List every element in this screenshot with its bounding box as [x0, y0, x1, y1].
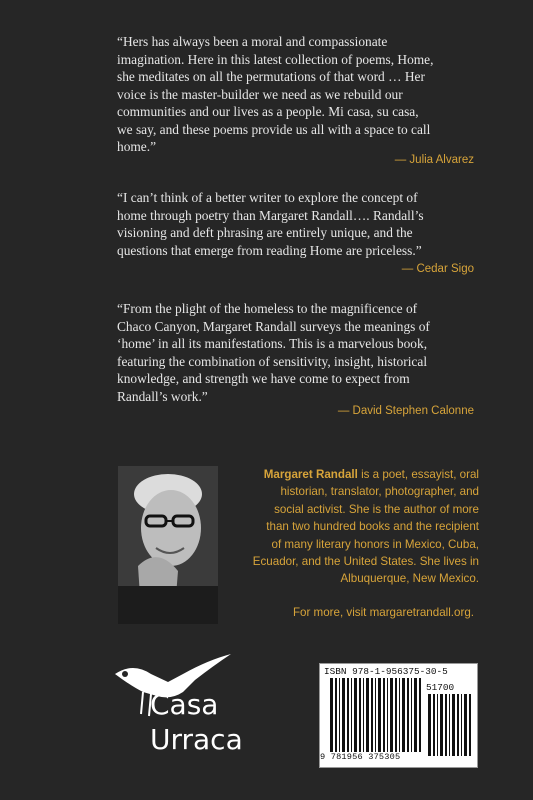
price-code: 51700	[426, 682, 455, 693]
quote-line: featuring the combination of sensitivity, insight, historical	[117, 353, 428, 369]
barcode-number: 9 781956 375305	[320, 752, 401, 762]
bio-line: Albuquerque, New Mexico.	[340, 572, 479, 586]
quote-line: ‘home’ in all its manifestations. This is a marvelous book,	[117, 336, 428, 351]
author-name: Margaret Randall	[263, 468, 358, 481]
quote-david-stephen-calonne	[117, 300, 477, 405]
author-photo	[118, 466, 218, 624]
bio-line: Ecuador, and the United States. She lives in	[252, 555, 479, 569]
quote-line: imagination. Here in this latest collection of poems, Home,	[117, 51, 434, 67]
isbn-text: ISBN 978-1-956375-30-5	[324, 666, 448, 677]
attribution-cedar-sigo: — Cedar Sigo	[401, 263, 474, 275]
publisher-name-casa: Casa	[150, 688, 219, 721]
bio-text: is a poet, essayist, oral	[357, 468, 479, 481]
quote-line: home through poetry than Margaret Randall…. Randall’s	[117, 207, 424, 223]
bio-line: social activist. She is the author of more	[274, 502, 479, 516]
author-website: For more, visit margaretrandall.org.	[292, 606, 474, 619]
attribution-david-stephen-calonne: — David Stephen Calonne	[337, 405, 474, 417]
quote-line: visioning and deft phrasing are entirely unique, and the	[117, 225, 413, 240]
author-bio	[231, 466, 479, 588]
bio-line: than two hundred books and the recipient	[266, 520, 479, 534]
quote-line: “Hers has always been a moral and compassionate	[117, 34, 388, 49]
quote-line: voice is the master-builder we need as we rebuild our	[117, 86, 403, 102]
quote-line: Randall’s work.”	[117, 388, 208, 404]
publisher-name-urraca: Urraca	[150, 723, 243, 756]
quote-julia-alvarez	[117, 33, 477, 156]
quote-line: home.”	[117, 139, 157, 154]
bio-line: historian, translator, photographer, and	[280, 485, 479, 499]
author-portrait-image	[118, 466, 218, 624]
quote-line: she meditates on all the permutations of that word … Her	[117, 69, 425, 84]
quote-line: communities and our lives as a people. Mi casa, su casa,	[117, 104, 419, 119]
quote-line: knowledge, and strength we have come to expect from	[117, 371, 410, 386]
barcode-addon-bars-icon	[428, 694, 472, 756]
quote-line: we say, and these poems provide us all with a space to call	[117, 121, 431, 137]
quote-line: questions that emerge from reading Home are priceless.”	[117, 242, 422, 258]
barcode-bars-icon	[330, 678, 422, 752]
bio-first-line	[231, 466, 479, 483]
quote-line: Chaco Canyon, Margaret Randall surveys the meanings of	[117, 318, 430, 334]
attribution-julia-alvarez: — Julia Alvarez	[394, 154, 474, 166]
quote-line: “I can’t think of a better writer to explore the concept of	[117, 190, 418, 205]
quote-cedar-sigo	[117, 189, 477, 259]
quote-line: “From the plight of the homeless to the magnificence of	[117, 301, 418, 316]
bio-line: of many literary honors in Mexico, Cuba,	[271, 537, 479, 551]
